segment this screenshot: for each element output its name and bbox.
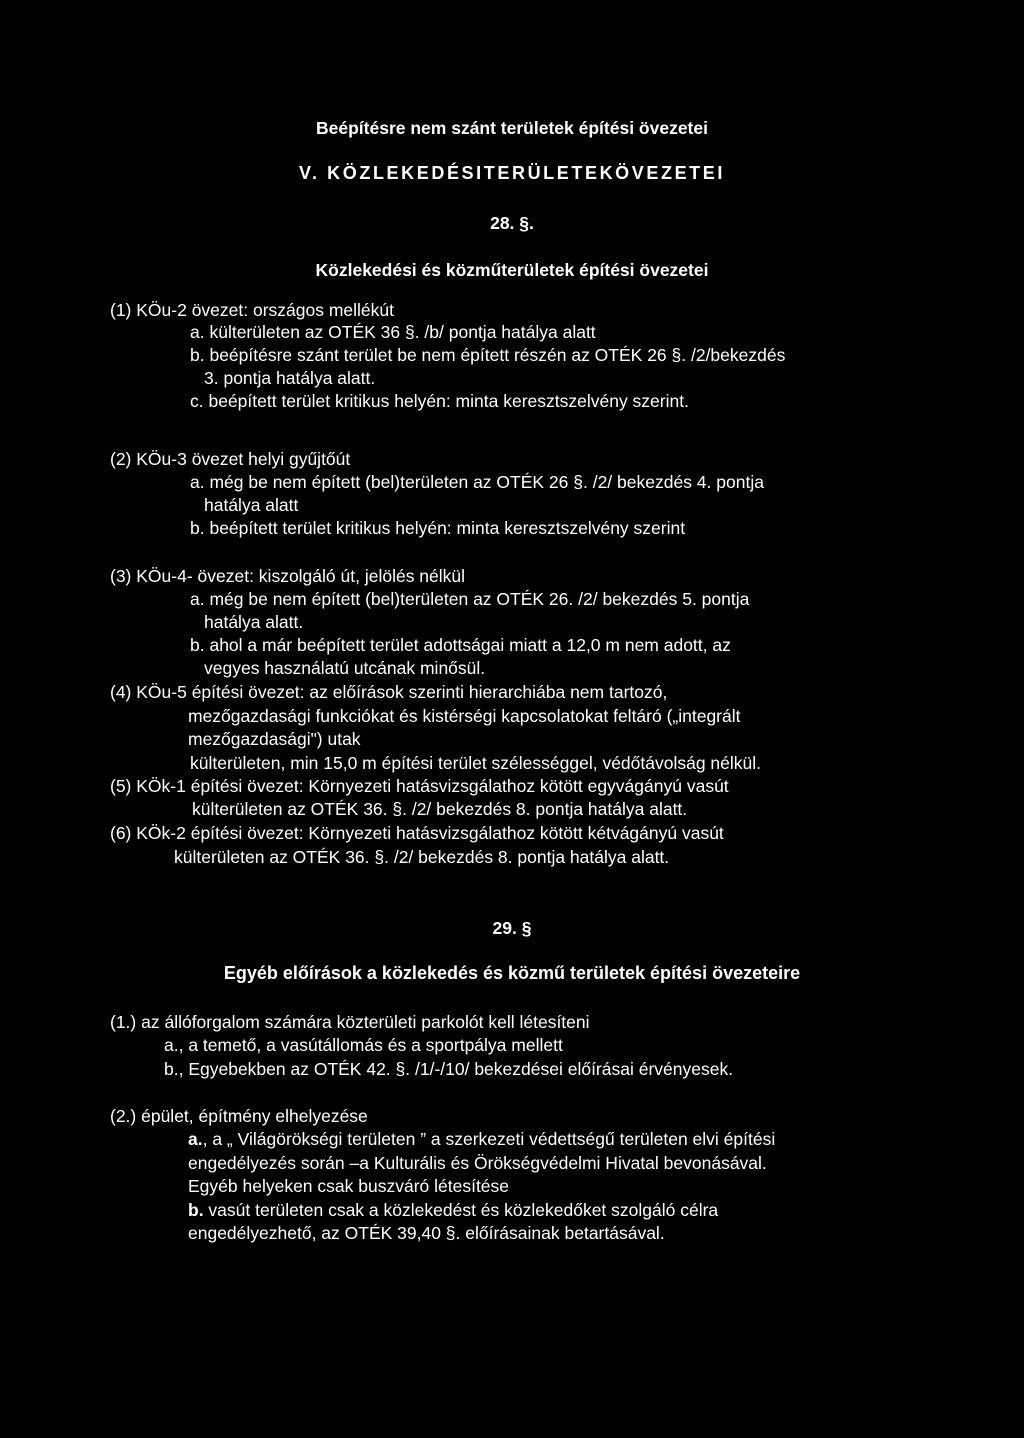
paragraph-29-number: 29. §: [492, 918, 532, 938]
s29-p2-lead: (2.) épület, építmény elhelyezése: [110, 1106, 368, 1126]
s29-p2-b: [188, 1199, 718, 1221]
s29-p2-a-text: , a „ Világörökségi területen ” a szerkezeti védettségű területen elvi építési: [202, 1129, 776, 1149]
s28-p3-a1: a. még be nem épített (bel)területen az OTÉK 26. /2/ bekezdés 5. pontja: [190, 589, 750, 609]
s28-p4-l2: mezőgazdasági funkciókat és kistérségi kapcsolatokat feltáró („integrált: [188, 706, 741, 726]
s28-p1-a: a. külterületen az OTÉK 36 §. /b/ pontja hatálya alatt: [190, 322, 596, 342]
s28-p3-b1: b. ahol a már beépített terület adottságai miatt a 12,0 m nem adott, az: [190, 635, 731, 655]
s28-p1-c: c. beépített terület kritikus helyén: minta keresztszelvény szerint.: [190, 391, 689, 411]
paragraph-29-title: Egyéb előírások a közlekedés és közmű területek építési övezeteire: [223, 963, 801, 983]
s28-p3-lead: (3) KÖu-4- övezet: kiszolgáló út, jelölés nélkül: [110, 566, 466, 586]
section-header: Beépítésre nem szánt területek építési övezetei: [316, 118, 708, 138]
s29-p2-b-text: vasút területen csak a közlekedést és közlekedőket szolgáló célra: [203, 1200, 719, 1220]
s28-p1-b2: 3. pontja hatálya alatt.: [204, 368, 376, 388]
s28-p3-b2: vegyes használatú utcának minősül.: [204, 658, 486, 678]
s28-p4-lead: (4) KÖu-5 építési övezet: az előírások szerinti hierarchiába nem tartozó,: [110, 682, 668, 702]
chapter-title: V. KÖZLEKEDÉSITERÜLETEKÖVEZETEI: [299, 163, 725, 183]
s29-p2-b2: engedélyezhető, az OTÉK 39,40 §. előírásainak betartásával.: [188, 1223, 665, 1243]
paragraph-28-title: Közlekedési és közműterületek építési övezetei: [315, 260, 709, 280]
s28-p5-l2: külterületen az OTÉK 36. §. /2/ bekezdés 8. pontja hatálya alatt.: [192, 799, 688, 819]
s28-p6-l2: külterületen az OTÉK 36. §. /2/ bekezdés 8. pontja hatálya alatt.: [174, 847, 670, 867]
s29-p1-lead: (1.) az állóforgalom számára közterületi parkolót kell létesíteni: [110, 1012, 590, 1032]
s29-p2-a-label: a.: [188, 1129, 203, 1149]
s28-p3-a2: hatálya alatt.: [204, 612, 304, 632]
s29-p2-b-label: b.: [188, 1200, 204, 1220]
s29-p2-a2: engedélyezés során –a Kulturális és Örökségvédelmi Hivatal bevonásával.: [188, 1153, 767, 1173]
s28-p4-l3: mezőgazdasági") utak: [188, 729, 361, 749]
s28-p4-l4: külterületen, min 15,0 m építési terület szélességgel, védőtávolság nélkül.: [190, 753, 762, 773]
s28-p5-lead: (5) KÖk-1 építési övezet: Környezeti hatásvizsgálathoz kötött egyvágányú vasút: [110, 776, 729, 796]
s28-p2-a1: a. még be nem épített (bel)területen az OTÉK 26 §. /2/ bekezdés 4. pontja: [190, 472, 764, 492]
paragraph-28-number: 28. §.: [490, 213, 534, 233]
s29-p1-a: a., a temető, a vasútállomás és a sportpálya mellett: [164, 1035, 563, 1055]
s29-p2-a3: Egyéb helyeken csak buszváró létesítése: [188, 1176, 510, 1196]
s28-p6-lead: (6) KÖk-2 építési övezet: Környezeti hatásvizsgálathoz kötött kétvágányú vasút: [110, 823, 724, 843]
s29-p1-b: b., Egyebekben az OTÉK 42. §. /1/-/10/ bekezdései előírásai érvényesek.: [164, 1059, 734, 1079]
s28-p2-a2: hatálya alatt: [204, 495, 299, 515]
s28-p1-lead: (1) KÖu-2 övezet: országos mellékút: [110, 300, 395, 320]
s28-p2-lead: (2) KÖu-3 övezet helyi gyűjtőút: [110, 449, 351, 469]
s28-p2-b: b. beépített terület kritikus helyén: minta keresztszelvény szerint: [190, 518, 686, 538]
s29-p2-a: [188, 1128, 775, 1150]
s28-p1-b1: b. beépítésre szánt terület be nem épített részén az OTÉK 26 §. /2/bekezdés: [190, 345, 786, 365]
